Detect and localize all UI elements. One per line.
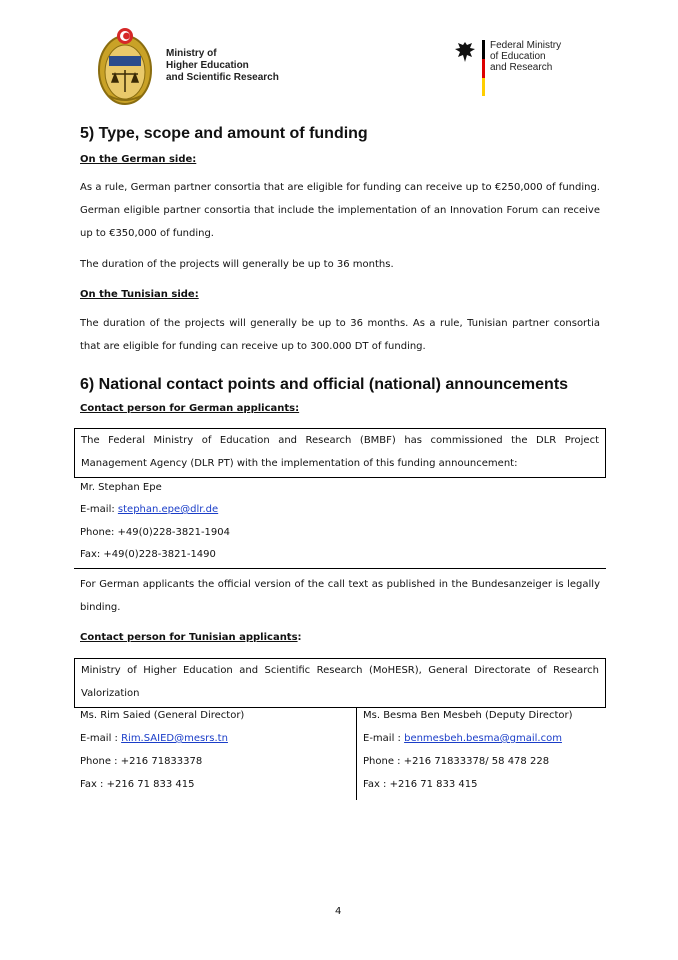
eagle-icon — [453, 40, 477, 64]
section-6-heading: 6) National contact points and official (national) announcements — [80, 376, 569, 393]
legal-binding-note: For German applicants the official version of the call text as published in the Bundesanzeiger is legally binding. — [80, 579, 600, 613]
tunisian-side-label: On the Tunisian side: — [80, 289, 199, 300]
german-contact-label: Contact person for German applicants: — [80, 403, 300, 414]
german-contact-email: E-mail: stephan.epe@dlr.de — [80, 504, 219, 515]
contact-1-name: Ms. Rim Saied (General Director) — [80, 710, 245, 721]
german-email-link[interactable]: stephan.epe@dlr.de — [117, 504, 219, 515]
section-5-heading: 5) Type, scope and amount of funding — [80, 125, 368, 142]
german-contact-name: Mr. Stephan Epe — [80, 482, 162, 493]
german-agency-box — [74, 428, 606, 478]
contact-2-name: Ms. Besma Ben Mesbeh (Deputy Director) — [363, 710, 573, 721]
tunisian-ministry-text: Ministry of Higher Education and Scientific Research (MoHESR), General Directorate of Research Valorization — [81, 665, 599, 699]
german-duration-paragraph: The duration of the projects will generally be up to 36 months. — [80, 259, 394, 270]
contact-2-email: E-mail : benmesbeh.besma@gmail.com — [363, 733, 562, 744]
german-ministry-name: Federal Ministry of Education and Research — [490, 40, 562, 73]
contact-2-phone: Phone : +216 71833378/ 58 478 228 — [363, 756, 550, 767]
contact-1-email-link[interactable]: Rim.SAIED@mesrs.tn — [121, 733, 228, 744]
german-side-label: On the German side: — [80, 154, 197, 165]
page-number: 4 — [335, 906, 342, 917]
german-contact-phone: Phone: +49(0)228-3821-1904 — [80, 527, 230, 538]
german-agency-text: The Federal Ministry of Education and Research (BMBF) has commissioned the DLR Project Management Agency (DLR PT) with the implementation of this funding announcement: — [81, 435, 599, 469]
german-funding-paragraph: As a rule, German partner consortia that are eligible for funding can receive up to €250,000 of funding. German eligible partner consortia that include the implementation of an Innovation Forum can receive up to €350,000 of funding. — [80, 182, 600, 239]
contact-2-email-link[interactable]: benmesbeh.besma@gmail.com — [404, 733, 562, 744]
contact-1-phone: Phone : +216 71833378 — [80, 756, 203, 767]
contacts-column-divider — [356, 708, 357, 800]
tunisian-funding-paragraph: The duration of the projects will generally be up to 36 months. As a rule, Tunisian partner consortia that are eligible for funding can receive up to 300.000 DT of funding. — [80, 318, 600, 352]
coat-of-arms-icon — [95, 26, 155, 108]
tunisian-contact-label: Contact person for Tunisian applicants: — [80, 632, 302, 643]
tunisian-ministry-box — [74, 658, 606, 708]
contact-1-email: E-mail : Rim.SAIED@mesrs.tn — [80, 733, 228, 744]
german-flag-bar — [482, 40, 485, 96]
divider-line — [74, 568, 606, 569]
german-contact-fax: Fax: +49(0)228-3821-1490 — [80, 549, 216, 560]
tunisia-crest-logo — [78, 26, 168, 110]
tunisian-ministry-name: Ministry of Higher Education and Scientific Research — [166, 48, 279, 83]
contact-1-fax: Fax : +216 71 833 415 — [80, 779, 195, 790]
contact-2-fax: Fax : +216 71 833 415 — [363, 779, 478, 790]
